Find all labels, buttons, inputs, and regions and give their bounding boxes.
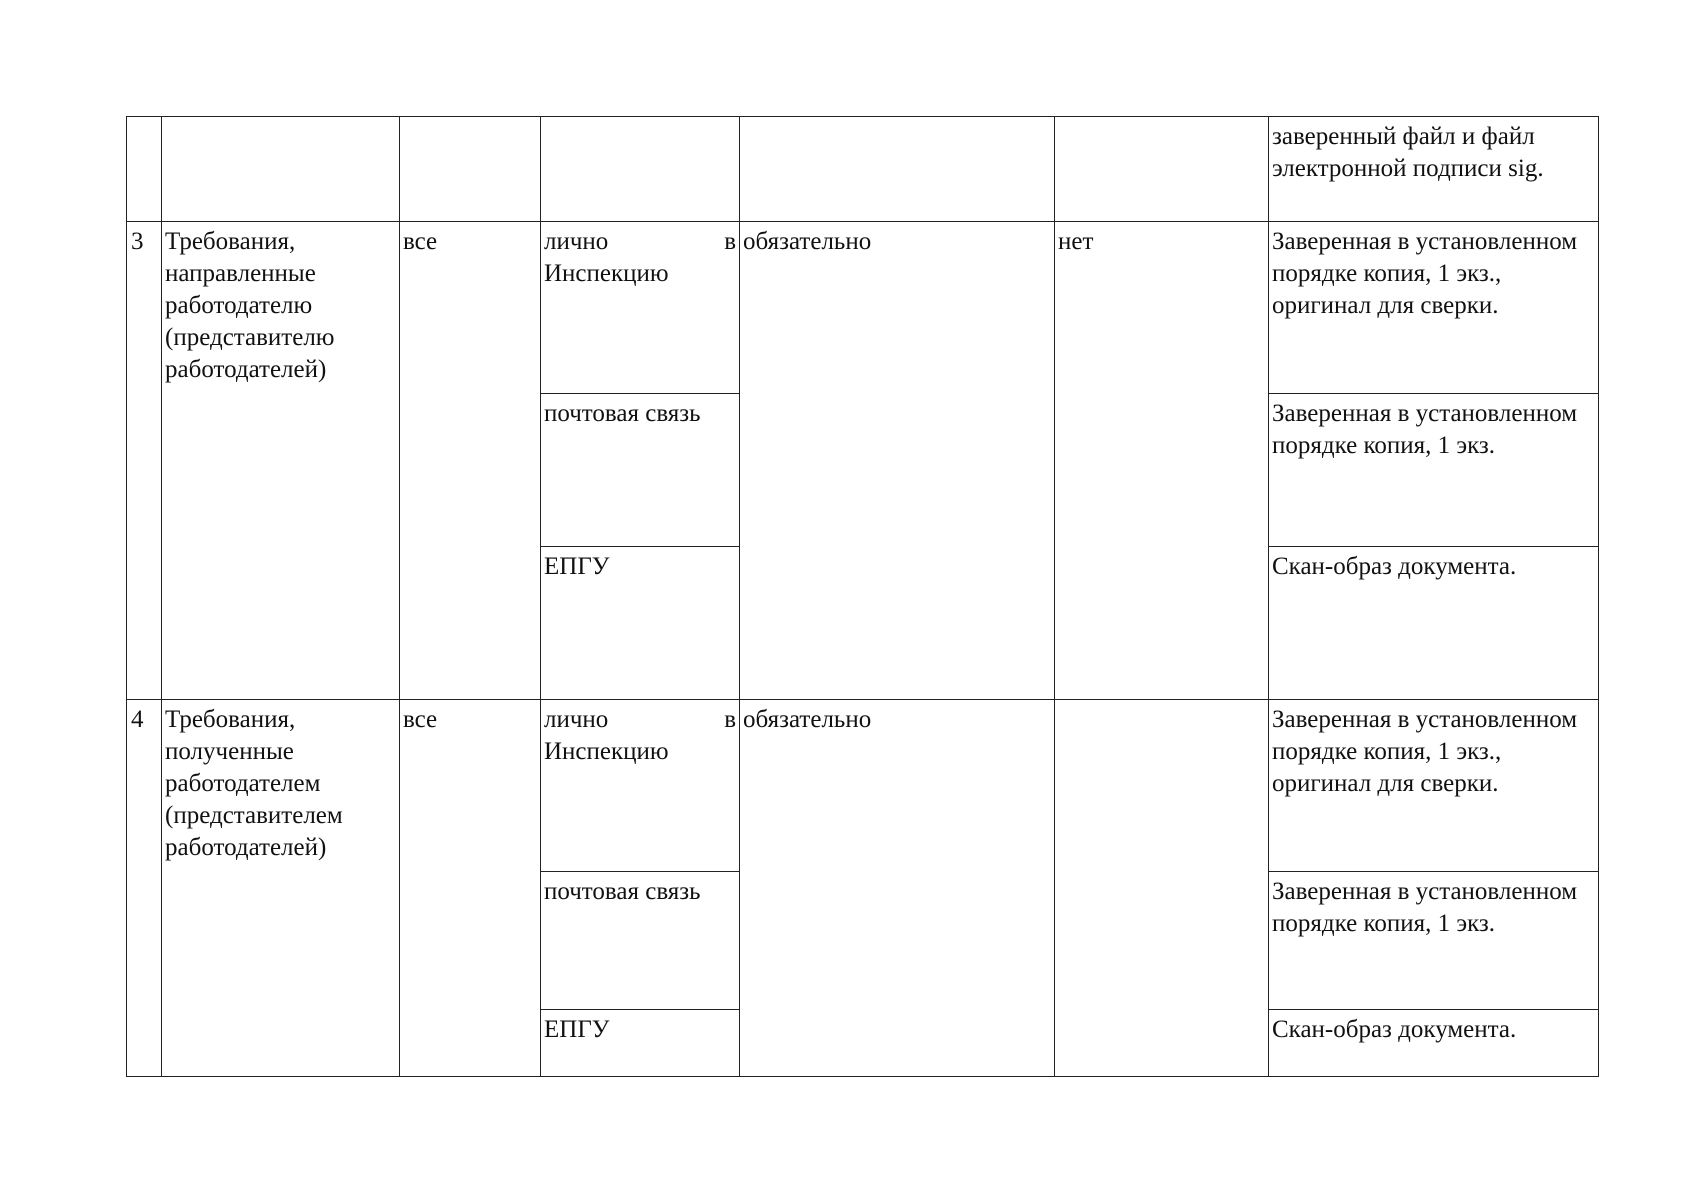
table-row — [127, 222, 1599, 394]
result-post: Заверенная в установленном порядке копия, 1 экз. — [1269, 872, 1599, 1010]
mandatory-cell — [740, 117, 1055, 222]
category-cell — [400, 117, 541, 222]
applicant-category: все — [400, 700, 541, 1077]
submission-method-epgu: ЕПГУ — [541, 1010, 740, 1077]
result-text: заверенный файл и файл электронной подписи sig. — [1272, 123, 1544, 182]
number-cell — [127, 117, 162, 222]
submission-method-in-person — [541, 700, 740, 872]
method-label-prep: в — [724, 706, 736, 733]
method-label-line2: Инспекцию — [544, 260, 669, 287]
submission-method-in-person — [541, 222, 740, 394]
method-label-line2: Инспекцию — [544, 738, 669, 765]
result-cell — [1269, 117, 1599, 222]
services-table — [126, 116, 1599, 1077]
result-epgu: Скан-образ документа. — [1269, 547, 1599, 700]
table-row — [127, 117, 1599, 222]
method-cell — [541, 117, 740, 222]
document-name: Требования, полученные работодателем (представителем работодателей) — [162, 700, 400, 1077]
fee-status: нет — [1055, 222, 1269, 700]
method-label: лично — [544, 706, 609, 733]
result-in-person: Заверенная в установленном порядке копия, 1 экз., оригинал для сверки. — [1269, 222, 1599, 394]
result-epgu: Скан-образ документа. — [1269, 1010, 1599, 1077]
document-cell — [162, 117, 400, 222]
row-number: 4 — [127, 700, 162, 1077]
table-row — [127, 700, 1599, 872]
submission-method-post: почтовая связь — [541, 394, 740, 547]
row-number: 3 — [127, 222, 162, 700]
fee-cell — [1055, 117, 1269, 222]
result-post: Заверенная в установленном порядке копия, 1 экз. — [1269, 394, 1599, 547]
submission-method-post: почтовая связь — [541, 872, 740, 1010]
method-label: лично — [544, 228, 609, 255]
method-label-prep: в — [724, 228, 736, 255]
result-in-person: Заверенная в установленном порядке копия, 1 экз., оригинал для сверки. — [1269, 700, 1599, 872]
submission-method-epgu: ЕПГУ — [541, 547, 740, 700]
document-name: Требования, направленные работодателю (представителю работодателей) — [162, 222, 400, 700]
mandatory-status: обязательно — [740, 700, 1055, 1077]
applicant-category: все — [400, 222, 541, 700]
mandatory-status: обязательно — [740, 222, 1055, 700]
fee-status — [1055, 700, 1269, 1077]
